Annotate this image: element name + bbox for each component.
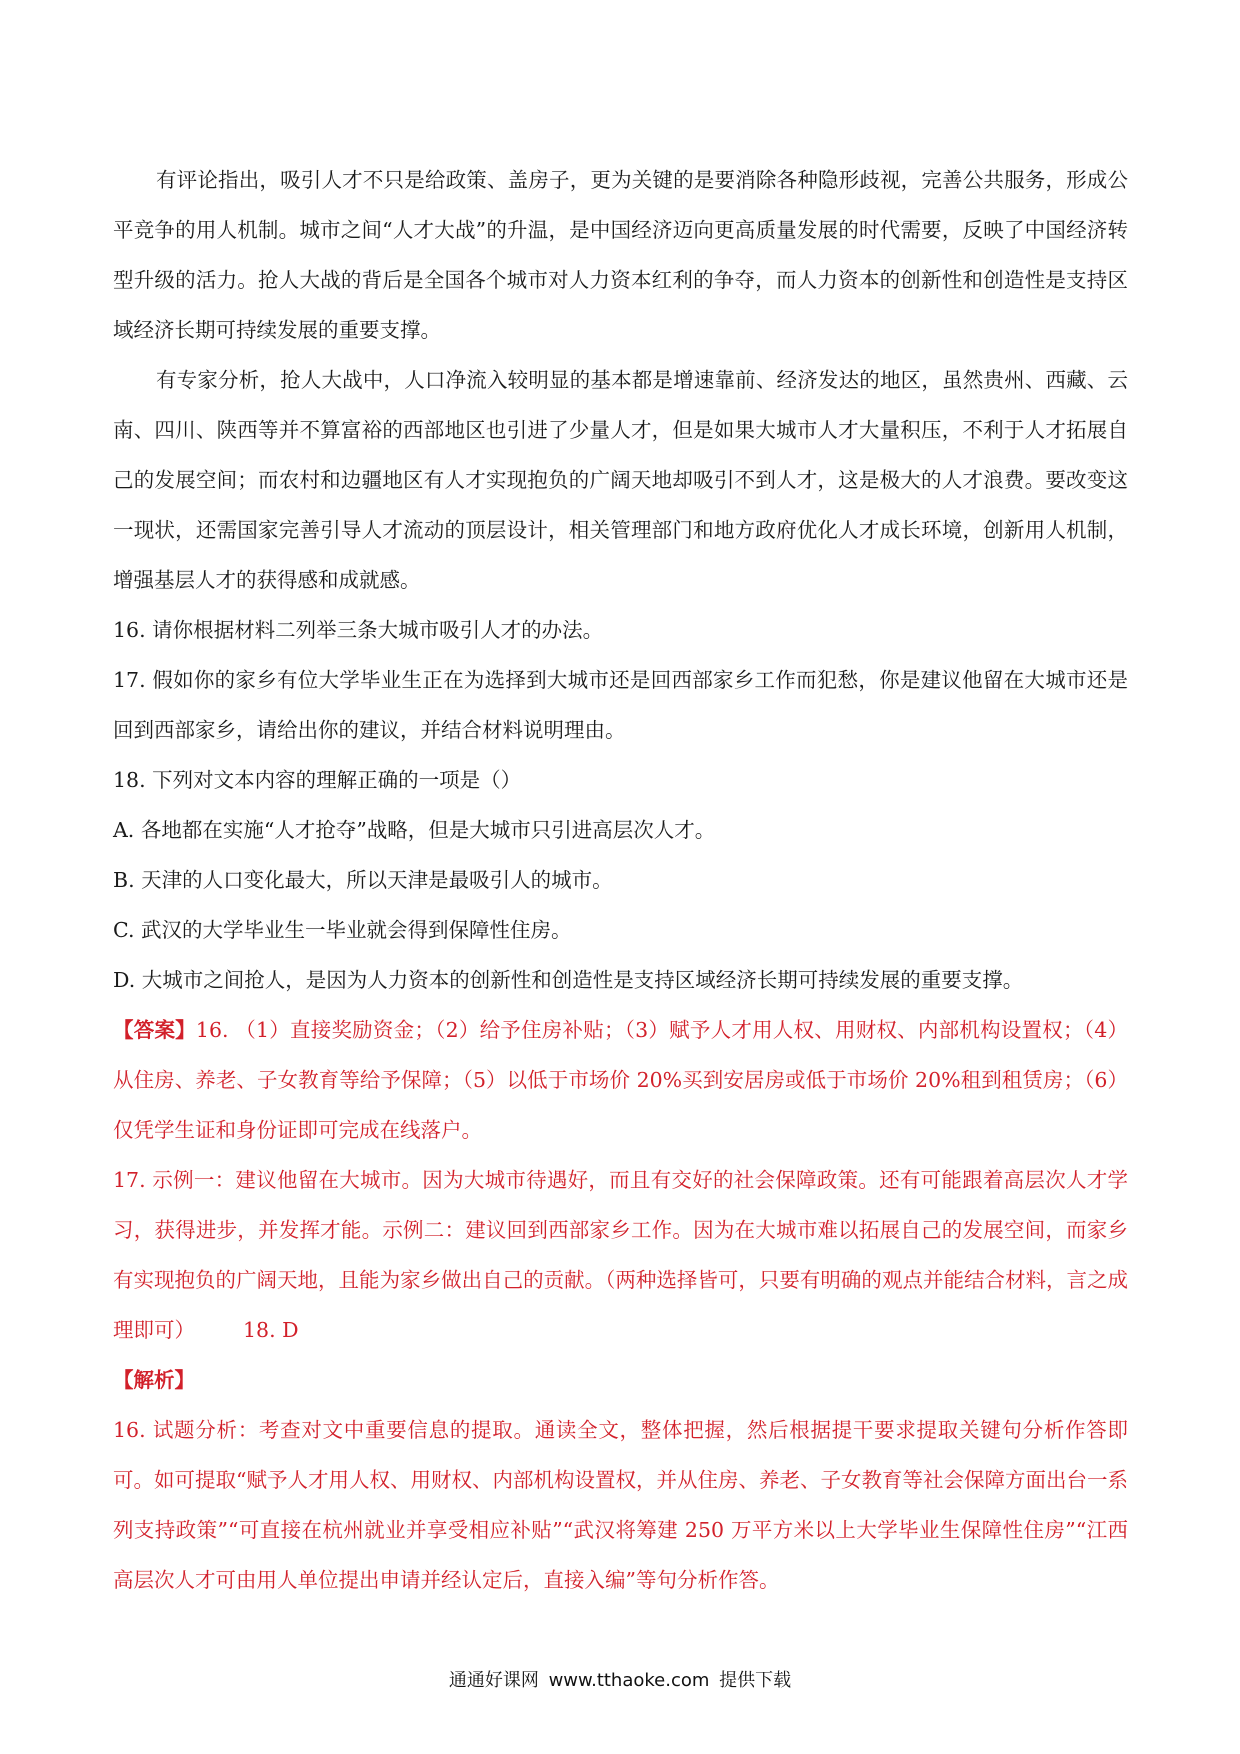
footer-suffix: 提供下载: [719, 1670, 792, 1691]
option-b: B. 天津的人口变化最大，所以天津是最吸引人的城市。: [113, 868, 613, 892]
footer-site-name: 通通好课网: [448, 1670, 539, 1691]
answer-18-text: 18. D: [243, 1318, 299, 1342]
answer-17-text: 17. 示例一：建议他留在大城市。因为大城市待遇好，而且有交好的社会保障政策。还有可能跟着高层次人才学习，获得进步，并发挥才能。示例二：建议回到西部家乡工作。因为在大城市难以拓展自己的发展空间，而家乡有实现抱负的广阔天地，且能为家乡做出自己的贡献。（两种选择皆可，只要有明确的观点并能结合材料，言之成理即可）: [113, 1168, 1128, 1342]
footer-site-url[interactable]: www.tthaoke.com: [548, 1670, 710, 1691]
option-c: C. 武汉的大学毕业生一毕业就会得到保障性住房。: [113, 918, 572, 942]
question-18: 18. 下列对文本内容的理解正确的一项是（）: [113, 768, 522, 792]
passage-paragraph-1: 有评论指出，吸引人才不只是给政策、盖房子，更为关键的是要消除各种隐形歧视，完善公共服务，形成公平竞争的用人机制。城市之间“人才大战”的升温，是中国经济迈向更高质量发展的时代需要，反映了中国经济转型升级的活力。抢人大战的背后是全国各个城市对人力资本红利的争夺，而人力资本的创新性和创造性是支持区域经济长期可持续发展的重要支撑。: [113, 168, 1128, 342]
document-body: [113, 155, 1128, 1605]
passage-paragraph-2: 有专家分析，抢人大战中，人口净流入较明显的基本都是增速靠前、经济发达的地区，虽然贵州、西藏、云南、四川、陕西等并不算富裕的西部地区也引进了少量人才，但是如果大城市人才大量积压，不利于人才拓展自己的发展空间；而农村和边疆地区有人才实现抱负的广阔天地却吸引不到人才，这是极大的人才浪费。要改变这一现状，还需国家完善引导人才流动的顶层设计，相关管理部门和地方政府优化人才成长环境，创新用人机制，增强基层人才的获得感和成就感。: [113, 368, 1128, 592]
answer-label: 【答案】: [113, 1018, 196, 1042]
answer-16-text: 16. （1）直接奖励资金；（2）给予住房补贴；（3）赋予人才用人权、用财权、内部机构设置权；（4）从住房、养老、子女教育等给予保障；（5）以低于市场价 20%买到安居房或低于市场价 20%租到租赁房；（6）仅凭学生证和身份证即可完成在线落户。: [113, 1018, 1128, 1142]
option-a: A. 各地都在实施“人才抢夺”战略，但是大城市只引进高层次人才。: [113, 818, 716, 842]
answer-16: [113, 1005, 1128, 1155]
option-d: D. 大城市之间抢人，是因为人力资本的创新性和创造性是支持区域经济长期可持续发展的重要支撑。: [113, 968, 1024, 992]
answer-17-18: [113, 1155, 1128, 1355]
question-17: 17. 假如你的家乡有位大学毕业生正在为选择到大城市还是回西部家乡工作而犯愁，你是建议他留在大城市还是回到西部家乡，请给出你的建议，并结合材料说明理由。: [113, 668, 1128, 742]
question-16: 16. 请你根据材料二列举三条大城市吸引人才的办法。: [113, 618, 604, 642]
page-footer: [0, 1666, 1240, 1692]
analysis-label: 【解析】: [113, 1368, 195, 1392]
analysis-16: 16. 试题分析：考查对文中重要信息的提取。通读全文，整体把握，然后根据提干要求提取关键句分析作答即可。如可提取“赋予人才用人权、用财权、内部机构设置权，并从住房、养老、子女教育等社会保障方面出台一系列支持政策”“可直接在杭州就业并享受相应补贴”“武汉将筹建 250 万平方米以上大学毕业生保障性住房”“江西高层次人才可由用人单位提出申请并经认定后，直接入编”等句分析作答。: [113, 1418, 1128, 1592]
